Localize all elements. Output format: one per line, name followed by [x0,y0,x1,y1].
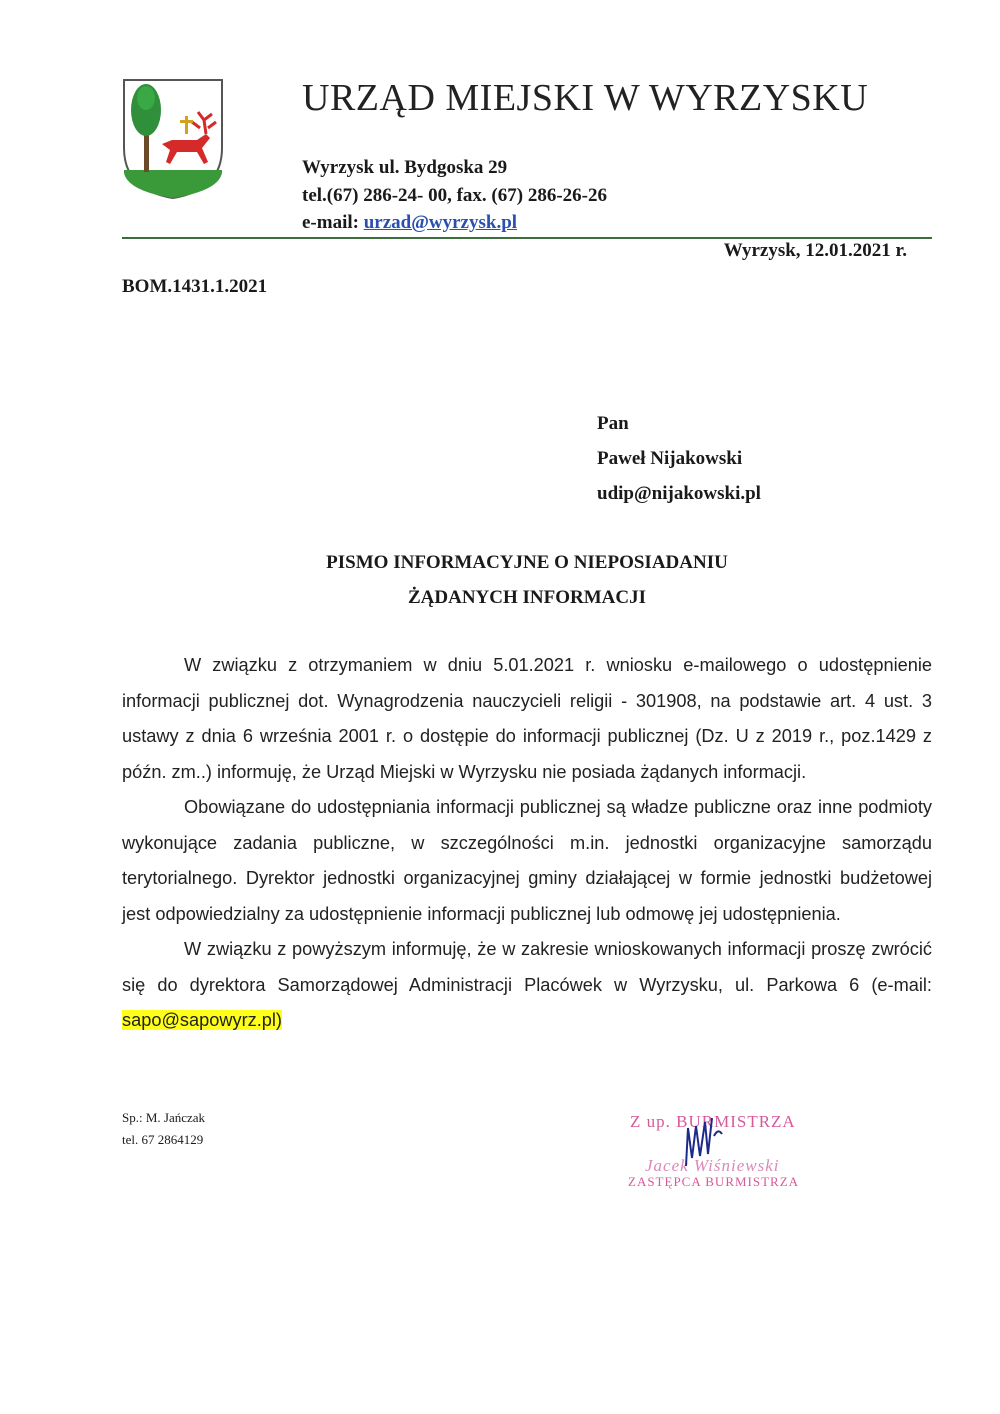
prepared-by: Sp.: M. Jańczak [122,1110,206,1125]
letter-body [122,648,932,1039]
stamp-line-1: Z up. BURMISTRZA [630,1112,796,1131]
signature-icon [678,1108,748,1178]
subject-line-1: PISMO INFORMACYJNE O NIEPOSIADANIU [326,552,728,573]
office-address: Wyrzysk ul. Bydgoska 29 [302,157,508,178]
stamp-line-2: Jacek Wiśniewski [645,1156,780,1175]
letter-date: Wyrzysk, 12.01.2021 r. [723,240,907,261]
office-phone-fax: tel.(67) 286-24- 00, fax. (67) 286-26-26 [302,185,607,206]
recipient-salutation: Pan [597,413,629,434]
paragraph-3 [122,932,932,1039]
paragraph-3-text: W związku z powyższym informuję, że w zakresie wnioskowanych informacji proszę zwrócić się do dyrektora Samorządowej Administracji Placówek w Wyrzysku, ul. Parkowa 6 (e-mail: [122,939,932,995]
email-label: e-mail: [302,212,364,233]
coat-of-arms-icon [122,78,224,200]
reference-number: BOM.1431.1.2021 [122,276,268,297]
recipient-name: Paweł Nijakowski [597,448,743,469]
stamp-line-3: ZASTĘPCA BURMISTRZA [628,1174,800,1189]
paragraph-1: W związku z otrzymaniem w dniu 5.01.2021 r. wniosku e-mailowego o udostępnienie informacji publicznej dot. Wynagrodzenia nauczycieli religii - 301908, na podstawie art. 4 ust. 3 ustawy z dnia 6 września 2001 r. o dostępie do informacji publicznej (Dz. U z 2019 r., poz.1429 z późn. zm..) informuję, że Urząd Miejski w Wyrzysku nie posiada żądanych informacji. [122,655,932,782]
recipient-email: udip@nijakowski.pl [597,483,761,504]
official-stamp [620,1108,850,1198]
office-email [302,212,517,234]
office-name: URZĄD MIEJSKI W WYRZYSKU [302,77,869,119]
highlighted-email: sapo@sapowyrz.pl) [122,1010,282,1030]
paragraph-2: Obowiązane do udostępniania informacji publicznej są władze publiczne oraz inne podmioty wykonujące zadania publiczne, w szczególności m.in. jednostki organizacyjne samorządu terytorialnego. Dyrektor jednostki organizacyjnej gminy działającej w formie jednostki budżetowej jest odpowiedzialny za udostępnienie informacji publicznej lub odmowę jej udostępnienia. [122,797,932,924]
subject-line-2: ŻĄDANYCH INFORMACJI [407,587,647,608]
prepared-phone: tel. 67 2864129 [122,1132,204,1147]
header-divider [122,237,932,239]
office-email-link[interactable]: urzad@wyrzysk.pl [363,212,518,233]
